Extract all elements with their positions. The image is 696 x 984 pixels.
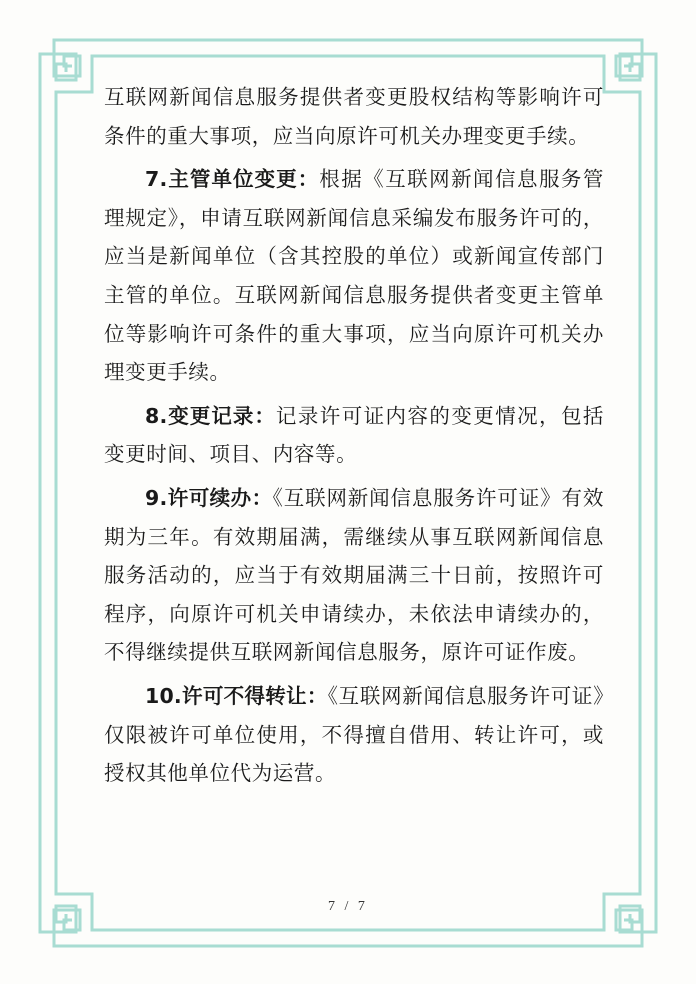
paragraph-continuation: [104, 78, 604, 155]
paragraph-text: 互联网新闻信息服务提供者变更股权结构等影响许可条件的重大事项，应当向原许可机关办理变更手续。: [104, 85, 604, 148]
paragraph-heading: 9.许可续办：: [145, 485, 273, 510]
paragraph-item-7: [104, 160, 604, 392]
paragraph-item-8: [104, 397, 604, 474]
paragraph-heading: 7.主管单位变更：: [145, 167, 320, 192]
paragraph-item-9: [104, 479, 604, 672]
paragraph-text: 根据《互联网新闻信息服务管理规定》，申请互联网新闻信息采编发布服务许可的，应当是新闻单位（含其控股的单位）或新闻宣传部门主管的单位。互联网新闻信息服务提供者变更主管单位等影响许可条件的重大事项，应当向原许可机关办理变更手续。: [104, 167, 604, 385]
paragraph-item-10: [104, 677, 604, 793]
paragraph-text: 《互联网新闻信息服务许可证》有效期为三年。有效期届满，需继续从事互联网新闻信息服务活动的，应当于有效期届满三十日前，按照许可程序，向原许可机关申请续办，未依法申请续办的，不得继续提供互联网新闻信息服务，原许可证作废。: [104, 485, 604, 665]
paragraph-heading: 8.变更记录：: [145, 403, 276, 428]
paragraph-text: 《互联网新闻信息服务许可证》仅限被许可单位使用，不得擅自借用、转让许可，或授权其他单位代为运营。: [104, 683, 604, 786]
paragraph-heading: 10.许可不得转让：: [145, 683, 328, 708]
document-body: [104, 78, 604, 798]
paragraph-text: 记录许可证内容的变更情况，包括变更时间、项目、内容等。: [104, 403, 605, 467]
page-number: 7 / 7: [328, 899, 368, 914]
